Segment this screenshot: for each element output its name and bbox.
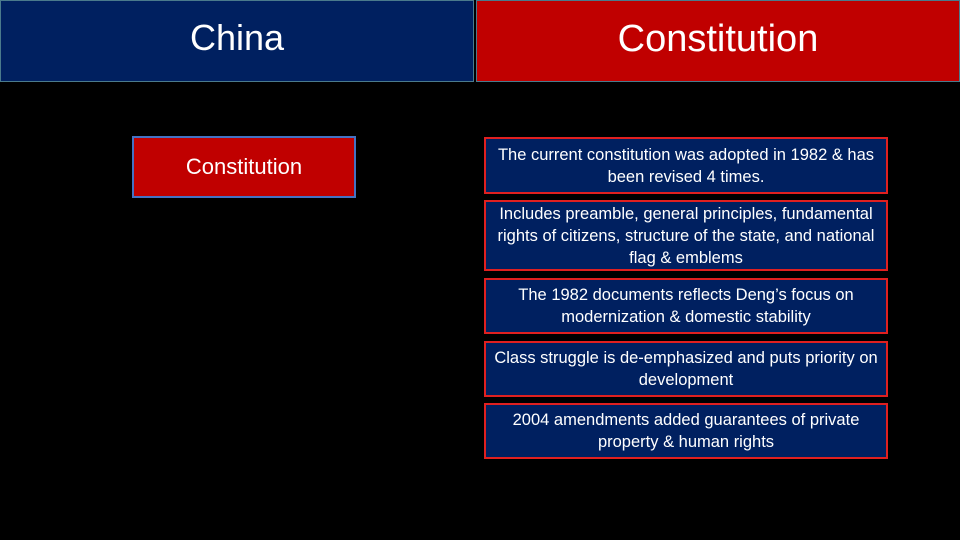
point-box-class-struggle: Class struggle is de-emphasized and puts priority on development [484, 341, 888, 397]
point-box-adopted: The current constitution was adopted in 1982 & has been revised 4 times. [484, 137, 888, 194]
point-box-2004-amendments: 2004 amendments added guarantees of private property & human rights [484, 403, 888, 459]
header-topic-title: Constitution [476, 0, 960, 82]
topic-label-box: Constitution [132, 136, 356, 198]
point-box-deng-focus: The 1982 documents reflects Deng’s focus on modernization & domestic stability [484, 278, 888, 334]
header-country-title: China [0, 0, 474, 82]
point-box-includes: Includes preamble, general principles, fundamental rights of citizens, structure of the state, and national flag & emblems [484, 200, 888, 271]
